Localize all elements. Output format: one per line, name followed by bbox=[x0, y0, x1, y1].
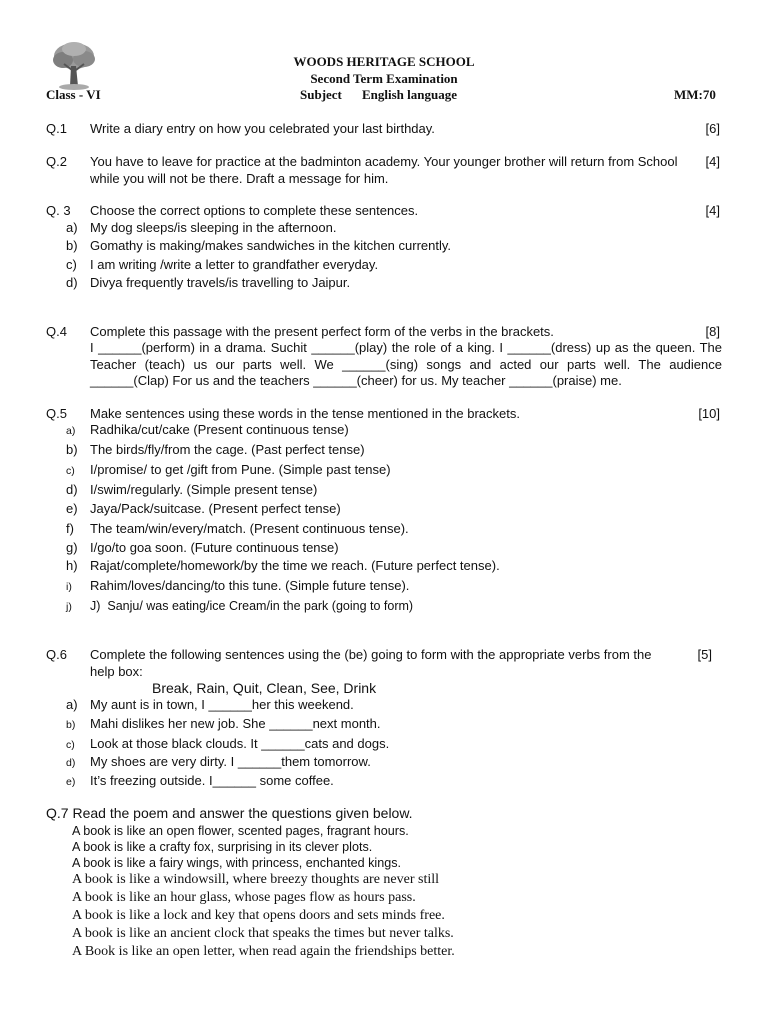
poem-line: A book is like a windowsill, where breezy thoughts are never still bbox=[72, 872, 440, 887]
question-number: Q.6 bbox=[46, 647, 67, 662]
question-marks: [10] bbox=[698, 406, 720, 421]
list-item: a) Radhika/cut/cake (Present continuous tense) bbox=[66, 422, 349, 437]
poem-line: A Book is like an open letter, when read again the friendships better. bbox=[72, 944, 455, 959]
question-marks: [4] bbox=[705, 154, 720, 169]
question-7-heading: Q.7 Read the poem and answer the questions given below. bbox=[46, 805, 413, 821]
question-number: Q.4 bbox=[46, 324, 67, 339]
list-item: e) It’s freezing outside. I______ some coffee. bbox=[66, 773, 334, 788]
list-item: b) Mahi dislikes her new job. She ______next month. bbox=[66, 716, 381, 731]
question-marks: [4] bbox=[705, 203, 720, 218]
question-number: Q.1 bbox=[46, 121, 67, 136]
exam-title: Second Term Examination bbox=[310, 71, 458, 86]
list-item: i) Rahim/loves/dancing/to this tune. (Simple future tense). bbox=[66, 578, 410, 593]
list-item: b) Gomathy is making/makes sandwiches in the kitchen currently. bbox=[66, 238, 452, 253]
question-text: Make sentences using these words in the tense mentioned in the brackets. bbox=[90, 406, 520, 421]
list-item: c) I/promise/ to get /gift from Pune. (Simple past tense) bbox=[66, 462, 391, 477]
school-name: WOODS HERITAGE SCHOOL bbox=[293, 54, 475, 69]
question-4-passage: I ______(perform) in a drama. Suchit ______(play) the role of a king. I ______(dress) up as the queen. The Teacher (teach) us our parts well. We ______(sing) songs and acted our parts well. The audience ______(Clap) For us and the teachers ______(cheer) for us. My teacher ______(praise) me. bbox=[90, 340, 722, 388]
poem-line: A book is like a fairy wings, with princess, enchanted kings. bbox=[72, 856, 401, 870]
question-text: Complete this passage with the present perfect form of the verbs in the brackets. bbox=[90, 324, 554, 339]
list-item: d) I/swim/regularly. (Simple present tense) bbox=[66, 482, 318, 497]
list-item: g) I/go/to goa soon. (Future continuous tense) bbox=[66, 540, 339, 555]
question-text: You have to leave for practice at the badminton academy. Your younger brother will return from School while you will not be there. Draft a message for him. bbox=[90, 154, 678, 186]
question-2 bbox=[46, 154, 722, 187]
poem-line: A book is like an ancient clock that speaks the times but never talks. bbox=[72, 926, 454, 941]
question-text: Choose the correct options to complete these sentences. bbox=[90, 203, 419, 218]
question-marks: [8] bbox=[705, 324, 720, 339]
question-number: Q. 3 bbox=[46, 203, 71, 218]
list-item: d) My shoes are very dirty. I ______them tomorrow. bbox=[66, 754, 371, 769]
question-text: Write a diary entry on how you celebrated your last birthday. bbox=[90, 121, 435, 136]
poem-line: A book is like an open flower, scented pages, fragrant hours. bbox=[72, 824, 409, 838]
list-item: d) Divya frequently travels/is travelling to Jaipur. bbox=[66, 275, 351, 290]
list-item: h) Rajat/complete/homework/by the time we reach. (Future perfect tense). bbox=[66, 558, 500, 573]
subject-name: English language bbox=[362, 87, 458, 102]
subject-label: Subject bbox=[300, 87, 342, 102]
poem-line: A book is like a crafty fox, surprising in its clever plots. bbox=[72, 840, 373, 854]
list-item: f) The team/win/every/match. (Present continuous tense). bbox=[66, 521, 409, 536]
question-6 bbox=[46, 647, 722, 680]
help-box: Break, Rain, Quit, Clean, See, Drink bbox=[152, 680, 377, 696]
list-item: b) The birds/fly/from the cage. (Past perfect tense) bbox=[66, 442, 365, 457]
poem-line: A book is like a lock and key that opens doors and sets minds free. bbox=[72, 908, 445, 923]
question-marks: [6] bbox=[705, 121, 720, 136]
question-3 bbox=[46, 203, 722, 220]
poem-line: A book is like an hour glass, whose pages flow as hours pass. bbox=[72, 890, 416, 905]
question-1 bbox=[46, 121, 722, 138]
question-number: Q.5 bbox=[46, 406, 67, 421]
list-item: c) Look at those black clouds. It ______cats and dogs. bbox=[66, 736, 390, 751]
list-item: e) Jaya/Pack/suitcase. (Present perfect tense) bbox=[66, 501, 341, 516]
list-item: a) My aunt is in town, I ______her this weekend. bbox=[66, 697, 354, 712]
question-text: Complete the following sentences using the (be) going to form with the appropriate verbs from the help box: bbox=[90, 647, 652, 679]
question-4 bbox=[46, 324, 722, 341]
class-label: Class - VI bbox=[46, 87, 101, 102]
max-marks: MM:70 bbox=[674, 87, 716, 102]
list-item: c) I am writing /write a letter to grandfather everyday. bbox=[66, 257, 379, 272]
list-item: j) J) Sanju/ was eating/ice Cream/in the park (going to form) bbox=[66, 599, 414, 613]
question-marks: [5] bbox=[697, 647, 712, 662]
question-5 bbox=[46, 406, 722, 423]
question-number: Q.2 bbox=[46, 154, 67, 169]
list-item: a) My dog sleeps/is sleeping in the afternoon. bbox=[66, 220, 337, 235]
